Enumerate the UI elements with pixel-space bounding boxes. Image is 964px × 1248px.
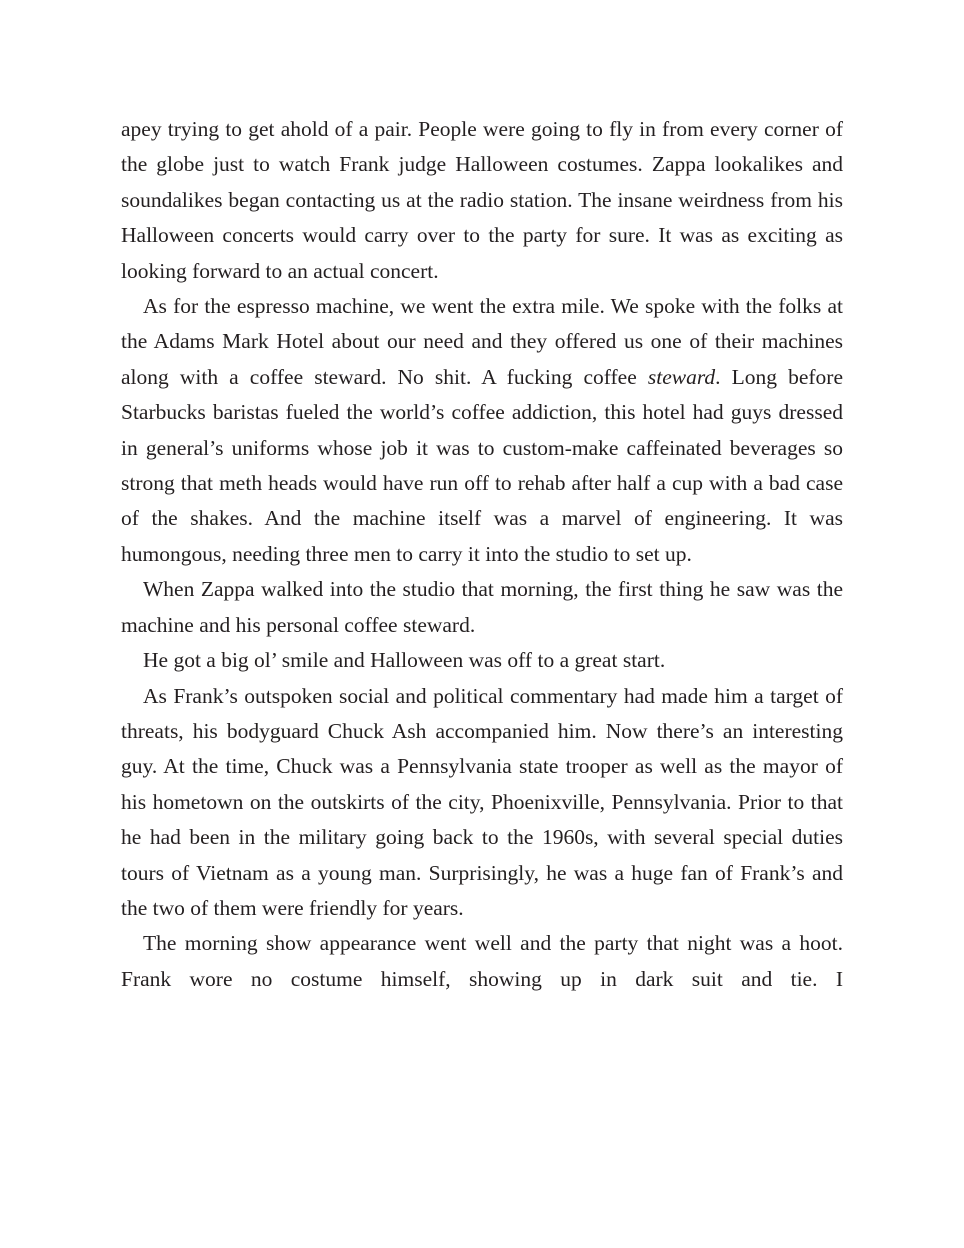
paragraph-espresso-machine [121,289,843,572]
paragraph-continued: apey trying to get ahold of a pair. People were going to fly in from every corner of the globe just to watch Frank judge Halloween costumes. Zappa lookalikes and soundalikes began contacting us at the radio station. The insane weirdness from his Halloween concerts would carry over to the party for sure. It was as exciting as looking forward to an actual concert. [121,117,843,283]
paragraph-text: . Long before Starbucks baristas fueled the world’s coffee addiction, this hotel had guys dressed in general’s uniforms whose job it was to custom-make caffeinated beverages so strong that meth heads would have run off to rehab after half a cup with a bad case of the shakes. And the machine itself was a marvel of engineering. It was humongous, needing three men to carry it into the studio to set up. [121,364,844,566]
paragraph-smile: He got a big ol’ smile and Halloween was off to a great start. [143,648,666,673]
italic-emphasis: steward [647,364,716,389]
paragraph-zappa-studio: When Zappa walked into the studio that morning, the first thing he saw was the machine and his personal coffee steward. [121,577,843,637]
book-page-body [121,112,843,997]
paragraph-party: The morning show appearance went well and the party that night was a hoot. Frank wore no costume himself, showing up in dark suit and tie. I [121,931,843,991]
paragraph-text: As for the espresso machine, we went the extra mile. We spoke with the folks at the Adams Mark Hotel about our need and they offered us one of their machines along with a coffee steward. No shit. A fucking coffee [121,294,843,389]
paragraph-bodyguard: As Frank’s outspoken social and political commentary had made him a target of threats, his bodyguard Chuck Ash accompanied him. Now there’s an interesting guy. At the time, Chuck was a Pennsylvania state trooper as well as the mayor of his hometown on the outskirts of the city, Phoenixville, Pennsylvania. Prior to that he had been in the military going back to the 1960s, with several special duties tours of Vietnam as a young man. Surprisingly, he was a huge fan of Frank’s and the two of them were friendly for years. [121,683,843,920]
